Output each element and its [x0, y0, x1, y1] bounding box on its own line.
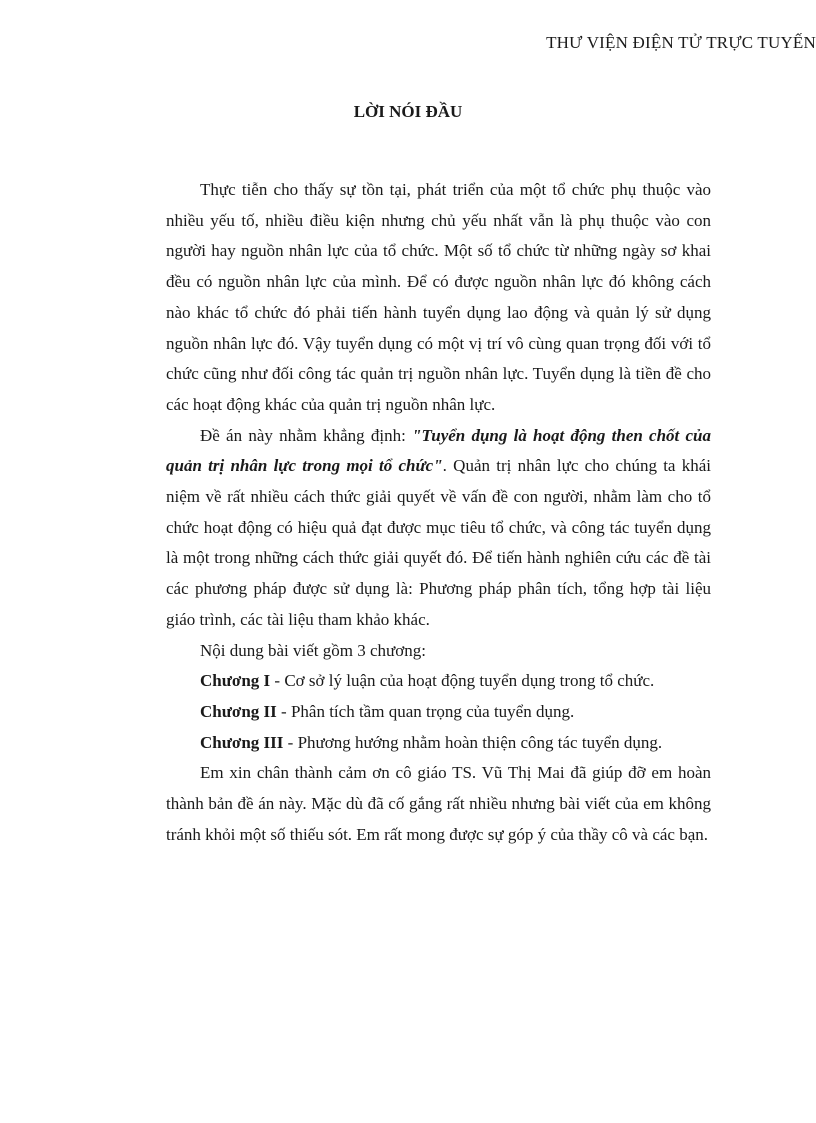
chapter-label: Chương II [200, 701, 277, 721]
chapter-item-3 [166, 728, 711, 759]
thesis-quote: "Tuyển dụng là hoạt động then chốt của quản trị nhân lực trong mọi tổ chức" [166, 425, 711, 476]
paragraph-acknowledgement: Em xin chân thành cảm ơn cô giáo TS. Vũ Thị Mai đã giúp đỡ em hoàn thành bản đề án này. Mặc dù đã cố gắng rất nhiều nhưng bài viết của em không tránh khỏi một số thiếu sót. Em rất mong được sự góp ý của thầy cô và các bạn. [166, 763, 711, 844]
page-header: THƯ VIỆN ĐIỆN TỬ TRỰC TUYẾN [546, 33, 816, 52]
thesis-lead: Đề án này nhằm khẳng định: [200, 425, 413, 445]
chapter-description: - Cơ sở lý luận của hoạt động tuyển dụng trong tổ chức. [270, 671, 655, 691]
paragraph-intro: Thực tiễn cho thấy sự tồn tại, phát triển của một tổ chức phụ thuộc vào nhiều yếu tố, nhiều điều kiện nhưng chủ yếu nhất vẫn là phụ thuộc vào con người hay nguồn nhân lực của tổ chức. Một số tổ chức từ những ngày sơ khai đều có nguồn nhân lực của mình. Để có được nguồn nhân lực đó không cách nào khác tổ chức đó phải tiến hành tuyển dụng lao động và quản lý sử dụng nguồn nhân lực đó. Vậy tuyển dụng có một vị trí vô cùng quan trọng đối với tổ chức cũng như đối công tác quản trị nguồn nhân lực. Tuyển dụng là tiền đề cho các hoạt động khác của quản trị nguồn nhân lực. [166, 180, 711, 414]
paragraph-thesis [166, 421, 711, 636]
page-title: LỜI NÓI ĐẦU [353, 102, 463, 121]
document-body [166, 175, 711, 850]
paragraph-contents-intro: Nội dung bài viết gồm 3 chương: [200, 640, 426, 660]
chapter-description: - Phân tích tầm quan trọng của tuyển dụng. [276, 701, 575, 721]
chapter-label: Chương I [200, 671, 271, 691]
chapter-item-2 [166, 697, 711, 728]
chapter-label: Chương III [200, 732, 284, 752]
thesis-rest: . Quản trị nhân lực cho chúng ta khái niệm về rất nhiều cách thức giải quyết về vấn đề con người, nhằm làm cho tổ chức hoạt động có hiệu quả đạt được mục tiêu tổ chức, và công tác tuyển dụng là một trong những cách thức giải quyết đó. Để tiến hành nghiên cứu các đề tài các phương pháp được sử dụng là: Phương pháp phân tích, tổng hợp tài liệu giáo trình, các tài liệu tham khảo khác. [166, 456, 711, 629]
chapter-description: - Phương hướng nhằm hoàn thiện công tác tuyển dụng. [283, 732, 663, 752]
chapter-item-1 [166, 666, 711, 697]
